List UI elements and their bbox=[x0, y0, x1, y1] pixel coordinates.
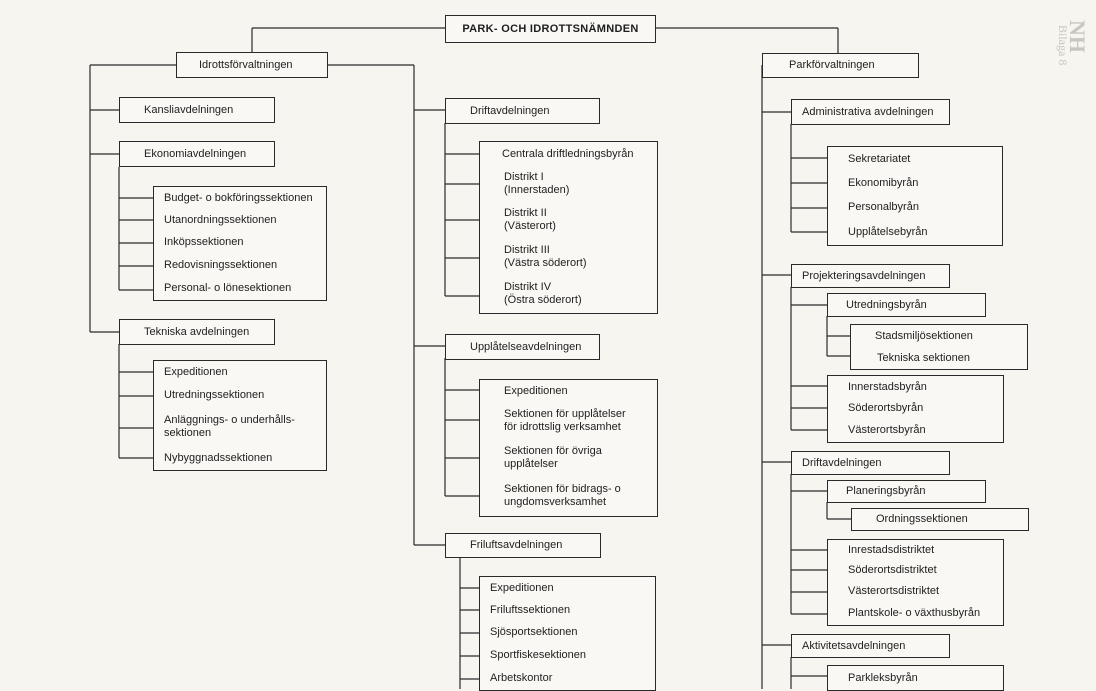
personalbyran: Personalbyrån bbox=[827, 195, 1003, 221]
plantskole-byran: Plantskole- o växthusbyrån bbox=[827, 602, 1004, 626]
stadsmiljo-section: Stadsmiljösektionen bbox=[850, 324, 1028, 348]
bidrag-ungdom-section: Sektionen för bidrags- o ungdomsverksamhet bbox=[479, 476, 658, 517]
ekonomi-department: Ekonomiavdelningen bbox=[119, 141, 275, 167]
anlaggning-section: Anläggnings- o underhålls- sektionen bbox=[153, 408, 327, 447]
sjosport-section: Sjösportsektionen bbox=[479, 621, 656, 645]
inkop-section: Inköpssektionen bbox=[153, 231, 327, 255]
friluft-expedition: Expeditionen bbox=[479, 576, 656, 600]
parkleksbyran: Parkleksbyrån bbox=[827, 665, 1004, 691]
soderortsbyran: Söderortsbyrån bbox=[827, 398, 1004, 420]
tekniska-section-park: Tekniska sektionen bbox=[850, 347, 1028, 370]
kansli-department: Kansliavdelningen bbox=[119, 97, 275, 123]
vasterortsdistriktet: Västerortsdistriktet bbox=[827, 581, 1004, 603]
utredning-section: Utredningssektionen bbox=[153, 383, 327, 409]
tekniska-department: Tekniska avdelningen bbox=[119, 319, 275, 345]
expedition-section: Expeditionen bbox=[153, 360, 327, 384]
vasterortsbyran: Västerortsbyrån bbox=[827, 419, 1004, 443]
budget-section: Budget- o bokföringssektionen bbox=[153, 186, 327, 210]
soderortsdistriktet: Söderortsdistriktet bbox=[827, 560, 1004, 582]
personal-section: Personal- o lönesektionen bbox=[153, 277, 327, 301]
bleed-through-text: Bilaga 8 bbox=[1056, 25, 1070, 66]
planeringsbyran: Planeringsbyrån bbox=[827, 480, 986, 503]
sportfiske-section: Sportfiskesektionen bbox=[479, 644, 656, 668]
idrott-administration: Idrottsförvaltningen bbox=[176, 52, 328, 78]
redovisning-section: Redovisningssektionen bbox=[153, 254, 327, 278]
sekretariatet: Sekretariatet bbox=[827, 146, 1003, 172]
board-title: PARK- OCH IDROTTSNÄMNDEN bbox=[445, 15, 656, 43]
arbetskontor: Arbetskontor bbox=[479, 667, 656, 691]
park-drift-department: Driftavdelningen bbox=[791, 451, 950, 475]
innerstadsdistriktet: Inrestadsdistriktet bbox=[827, 539, 1004, 561]
district-2: Distrikt II (Västerort) bbox=[479, 202, 658, 239]
bleed-through-text: NH bbox=[1065, 20, 1090, 53]
district-4: Distrikt IV (Östra söderort) bbox=[479, 275, 658, 314]
park-administration: Parkförvaltningen bbox=[762, 53, 919, 78]
aktivitet-department: Aktivitetsavdelningen bbox=[791, 634, 950, 658]
utanordning-section: Utanordningssektionen bbox=[153, 209, 327, 232]
friluft-department: Friluftsavdelningen bbox=[445, 533, 601, 558]
upplatelse-expedition: Expeditionen bbox=[479, 379, 658, 403]
nybyggnad-section: Nybyggnadssektionen bbox=[153, 446, 327, 471]
drift-department: Driftavdelningen bbox=[445, 98, 600, 124]
central-drift-office: Centrala driftledningsbyrån bbox=[479, 141, 658, 167]
ovriga-upplatelser-section: Sektionen för övriga upplåtelser bbox=[479, 439, 658, 477]
district-3: Distrikt III (Västra söderort) bbox=[479, 238, 658, 276]
administrativa-department: Administrativa avdelningen bbox=[791, 99, 950, 125]
idrottslig-upplatelse-section: Sektionen för upplåtelser för idrottslig verksamhet bbox=[479, 402, 658, 440]
upplatelsebyran: Upplåtelsebyrån bbox=[827, 220, 1003, 246]
ordningssektionen: Ordningssektionen bbox=[851, 508, 1029, 531]
upplatelse-department: Upplåtelseavdelningen bbox=[445, 334, 600, 360]
district-1: Distrikt I (Innerstaden) bbox=[479, 166, 658, 203]
ekonomibyran: Ekonomibyrån bbox=[827, 171, 1003, 196]
innerstadsbyran: Innerstadsbyrån bbox=[827, 375, 1004, 399]
utredningsbyran: Utredningsbyrån bbox=[827, 293, 986, 317]
projektering-department: Projekteringsavdelningen bbox=[791, 264, 950, 288]
friluftssektion: Friluftssektionen bbox=[479, 599, 656, 622]
